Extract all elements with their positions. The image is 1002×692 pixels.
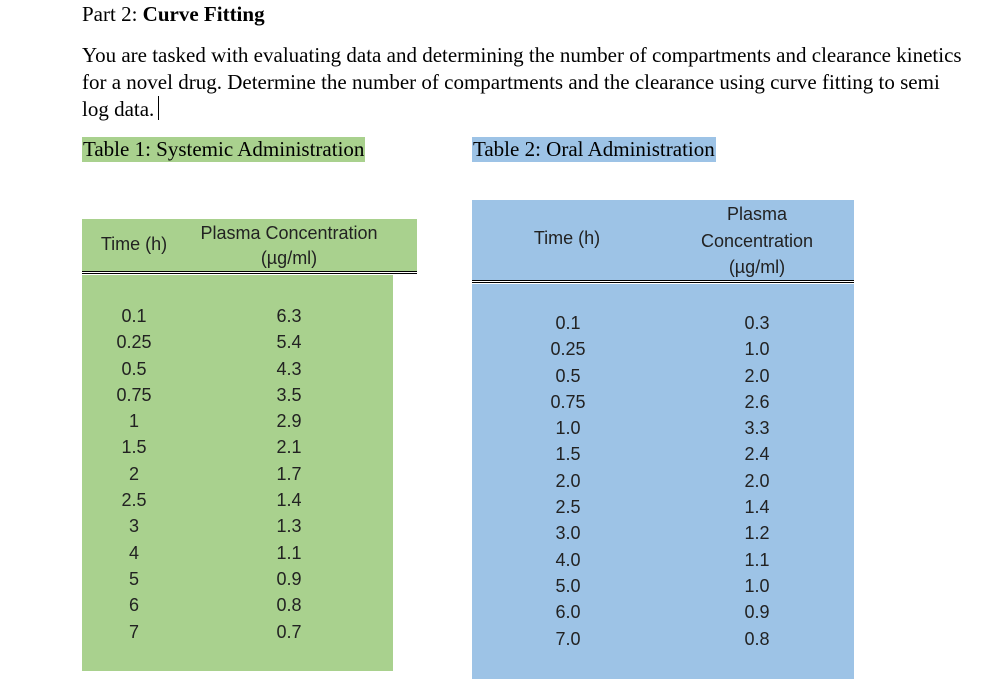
table2-time-cell: 0.1 [555,313,581,333]
table2-time-cell: 0.75 [550,391,586,412]
table1-concentration-cell: 0.9 [276,568,302,589]
table2-header-rule [472,282,854,283]
heading-title: Curve Fitting [142,2,265,26]
table2-time-cell: 2.0 [555,470,581,491]
table2-caption: Table 2: Oral Administration [473,137,715,161]
table1-header-conc-line1: Plasma Concentration [200,223,378,243]
table1-concentration-cell: 6.3 [276,306,302,326]
table2-concentration-cell: 1.4 [744,497,770,518]
table2-time-cell: 1.5 [555,444,581,465]
table2-header-conc-line1: Plasma [726,204,788,224]
table2-header-concentration [682,201,832,281]
table1-concentration-cell: 2.9 [276,411,302,432]
table1-time-cell: 1.5 [121,437,147,458]
table2-header-time: Time (h) [533,228,601,248]
table2-time-cell: 6.0 [555,602,581,623]
table2-time-cell: 0.25 [550,339,586,360]
table1-time-cell: 5 [128,568,139,589]
table2-concentration-cell: 1.0 [744,575,770,596]
table2-time-column [528,310,608,652]
table1-time-cell: 1 [128,411,139,432]
table2-time-cell: 5.0 [555,575,581,596]
table2-time-cell: 3.0 [555,523,581,544]
table2-time-cell: 4.0 [555,549,581,570]
table2-time-cell: 7.0 [555,628,581,649]
table1-header-rule [82,273,417,274]
instructions-text: You are tasked with evaluating data and determining the number of compartments and clearance kinetics for a novel drug. Determine the number of compartments and the clearance using curve fitting to semi log data. [82,43,962,121]
table1-concentration-cell: 3.5 [276,384,302,405]
table1-header-conc-line2: (µg/ml) [260,248,318,268]
table2-time-cell: 2.5 [555,497,581,518]
table2-header-conc-line3: (µg/ml) [728,257,786,277]
table1-concentration-cell: 5.4 [276,332,302,353]
table1-concentration-cell: 4.3 [276,358,302,379]
table2-concentration-cell: 2.6 [744,391,770,412]
table1-time-cell: 2 [128,463,139,484]
table2-time-cell: 1.0 [555,418,581,439]
table1-time-column [82,303,186,645]
table2-concentration-cell: 2.0 [744,365,770,386]
table1-concentration-cell: 1.7 [276,463,302,484]
table1-concentration-cell: 2.1 [276,437,302,458]
table2-header-conc-line2: Concentration [700,230,814,251]
table1-concentration-cell: 1.3 [276,516,302,537]
table2-concentration-cell: 1.2 [744,523,770,544]
table1-time-cell: 3 [128,516,139,537]
table2-concentration-cell: 2.0 [744,470,770,491]
table1-concentration-cell: 0.7 [276,621,302,642]
table1-concentration-cell: 0.8 [276,595,302,616]
table2-concentration-column [717,310,797,652]
table1-caption: Table 1: Systemic Administration [83,137,365,161]
table1-header [82,219,417,272]
table1-concentration-column [239,303,339,645]
instructions-paragraph[interactable] [82,42,962,123]
table2-concentration-cell: 0.9 [744,602,770,623]
table2-concentration-cell: 1.0 [744,339,770,360]
section-heading [82,2,265,27]
table1-time-cell: 6 [128,595,139,616]
table2-concentration-cell: 2.4 [744,444,770,465]
table2-concentration-cell: 0.3 [744,313,770,333]
text-cursor [158,96,159,120]
table1-header-concentration [194,221,384,271]
table1-time-cell: 0.5 [121,358,147,379]
table2-time-cell: 0.5 [555,365,581,386]
table1-body [82,275,393,671]
table1-time-cell: 0.1 [121,306,147,326]
table1-time-cell: 4 [128,542,139,563]
table1-concentration-cell: 1.1 [276,542,302,563]
table1-concentration-cell: 1.4 [276,490,302,511]
table2-header [472,200,854,281]
table1-time-cell: 7 [128,621,139,642]
table2-concentration-cell: 0.8 [744,628,770,649]
heading-prefix: Part 2: [82,2,143,26]
table1-header-time: Time (h) [100,234,168,254]
table1-time-cell: 2.5 [121,490,147,511]
table2-body [472,284,854,679]
table1-time-cell: 0.25 [116,332,152,353]
table2-concentration-cell: 3.3 [744,418,770,439]
table1-time-cell: 0.75 [116,384,152,405]
table2-concentration-cell: 1.1 [744,549,770,570]
